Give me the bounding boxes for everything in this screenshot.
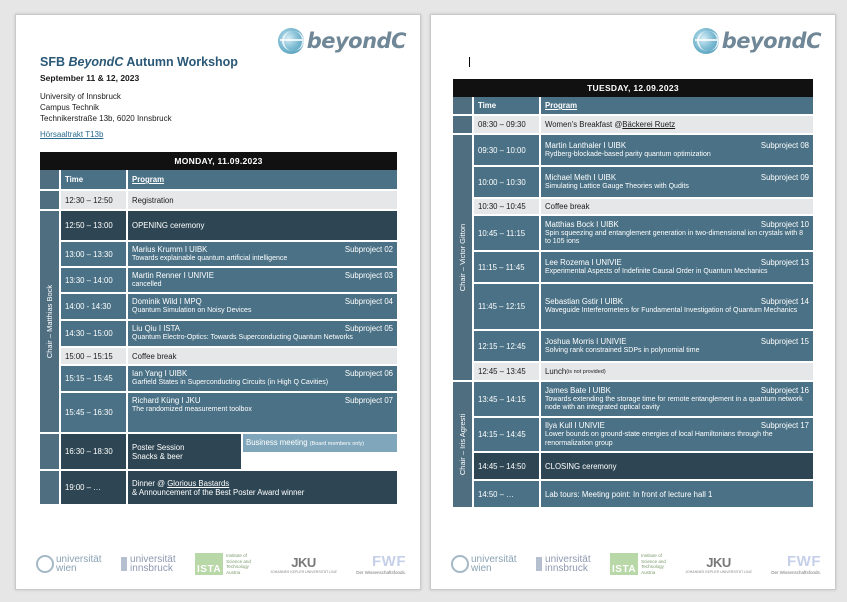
- partner-logos: [36, 549, 406, 579]
- business-meeting: Business meeting (Board members only): [243, 434, 397, 452]
- table-row: 14:30 – 15:00 Liu Qiu I ISTA Subproject 05 Quantum Electro-Optics: Towards Superconducting Quantum Networks: [61, 321, 397, 346]
- chair-cell: [453, 116, 472, 133]
- chair-cell: [40, 170, 59, 189]
- globe-icon: [693, 28, 719, 54]
- room-link[interactable]: Hörsaaltrakt T13b: [40, 130, 104, 139]
- uibk-logo: universität innsbruck: [121, 555, 176, 573]
- beyondc-logo: [693, 27, 821, 55]
- table-row: 14:50 – … Lab tours: Meeting point: In front of lecture hall 1: [474, 481, 813, 507]
- table-row: 12:45 – 13:45 Lunch (is not provided): [474, 363, 813, 380]
- partner-logos: [451, 549, 821, 579]
- table-row: 14:15 – 14:45 Ilya Kull I UNIVIE Subproject 17 Lower bounds on ground-state energies of local Hamiltonians through the renormalization group: [474, 418, 813, 451]
- table-row: 12:50 – 13:00 OPENING ceremony: [61, 211, 397, 240]
- table-row: 11:15 – 11:45 Lee Rozema I UNIVIE Subproject 13 Experimental Aspects of Indefinite Causal Order in Quantum Mechanics: [474, 252, 813, 282]
- table-row: 13:30 – 14:00 Martin Renner I UNIVIE Subproject 03 cancelled: [61, 268, 397, 292]
- table-row: 08:30 – 09:30 Women's Breakfast @ Bäckerei Ruetz: [474, 116, 813, 133]
- chair-label: Chair – Iris Agresti: [453, 382, 472, 507]
- logo-text: beyondC: [721, 29, 821, 53]
- event-dates: September 11 & 12, 2023: [40, 73, 140, 83]
- bakery-link[interactable]: Bäckerei Ruetz: [622, 120, 676, 129]
- fwf-logo: FWF Der Wissenschaftsfonds.: [771, 553, 821, 575]
- table-row: 15:15 – 15:45 Ian Yang I UIBK Subproject 06 Garfield States in Superconducting Circuits (in High Q Cavities): [61, 366, 397, 391]
- table-row: 13:00 – 13:30 Marius Krumm I UIBK Subproject 02 Towards explainable quantum artificial intelligence: [61, 242, 397, 266]
- ista-logo: ISTA Institute of Science and Technology Austria: [612, 553, 666, 575]
- table-row: 16:30 – 18:30 Poster Session Snacks & beer Business meeting (Board members only): [61, 434, 397, 469]
- globe-icon: [278, 28, 304, 54]
- uibk-logo: universität innsbruck: [536, 555, 591, 573]
- event-title: SFB BeyondC Autumn Workshop: [40, 55, 238, 69]
- page-monday: [15, 14, 421, 590]
- seal-icon: [451, 555, 469, 573]
- table-row: 12:30 – 12:50 Registration: [61, 191, 397, 209]
- table-row: 19:00 – … Dinner @ Glorious Bastards & Announcement of the Best Poster Award winner: [61, 471, 397, 504]
- day-heading: MONDAY, 11.09.2023: [40, 152, 397, 170]
- table-row: 15:00 – 15:15 Coffee break: [61, 348, 397, 364]
- table-row: 12:15 – 12:45 Joshua Morris I UNIVIE Subproject 15 Solving rank constrained SDPs in polynomial time: [474, 331, 813, 361]
- ista-logo: ISTA Institute of Science and Technology Austria: [197, 553, 251, 575]
- chair-label: Chair – Matthias Bock: [40, 211, 59, 432]
- beyondc-logo: [278, 27, 406, 55]
- table-row: 15:45 – 16:30 Richard Küng I JKU Subproject 07 The randomized measurement toolbox: [61, 393, 397, 432]
- chair-label: Chair – Victor Gitton: [453, 135, 472, 380]
- jku-logo: JKU JOHANNES KEPLER UNIVERSITÄT LINZ: [270, 554, 337, 574]
- event-header: [40, 55, 280, 142]
- table-row: 11:45 – 12:15 Sebastian Gstir I UIBK Subproject 14 Waveguide Interferometers for Fundamental Investigation of Quantum Mechanics: [474, 284, 813, 329]
- table-row: 14:00 - 14:30 Dominik Wild I MPQ Subproject 04 Quantum Simulation on Noisy Devices: [61, 294, 397, 319]
- fwf-logo: FWF Der Wissenschaftsfonds.: [356, 553, 406, 575]
- day-heading: TUESDAY, 12.09.2023: [453, 79, 813, 97]
- table-row: 10:00 – 10:30 Michael Meth I UIBK Subproject 09 Simulating Lattice Gauge Theories with Qudits: [474, 167, 813, 197]
- jku-logo: JKU JOHANNES KEPLER UNIVERSITÄT LINZ: [685, 554, 752, 574]
- table-header: Time Program: [61, 170, 397, 189]
- chair-cell: [40, 434, 59, 469]
- table-row: 10:45 – 11:15 Matthias Bock I UIBK Subproject 10 Spin squeezing and entanglement generation in two-dimensional ion crystals with 8 to 105 ions: [474, 216, 813, 250]
- univie-logo: universität wien: [451, 555, 517, 573]
- univie-logo: universität wien: [36, 555, 102, 573]
- page-tuesday: [430, 14, 836, 590]
- logo-text: beyondC: [306, 29, 406, 53]
- seal-icon: [36, 555, 54, 573]
- chair-cell: [40, 471, 59, 504]
- table-row: 09:30 – 10:00 Martin Lanthaler I UIBK Subproject 08 Rydberg-blockade-based parity quantum optimization: [474, 135, 813, 165]
- table-row: 10:30 – 10:45 Coffee break: [474, 199, 813, 214]
- table-row: 14:45 – 14:50 CLOSING ceremony: [474, 453, 813, 479]
- chair-cell: [40, 191, 59, 209]
- event-address: University of Innsbruck Campus Technik Technikerstraße 13b, 6020 Innsbruck: [40, 92, 172, 123]
- table-header: Time Program: [474, 97, 813, 114]
- dinner-link[interactable]: Glorious Bastards: [167, 478, 230, 488]
- table-row: 13:45 – 14:15 James Bate I UIBK Subproject 16 Towards extending the storage time for remote entanglement in a quantum network node with an integrated optical cavity: [474, 382, 813, 416]
- text-cursor: [469, 57, 470, 67]
- poster-session: Poster Session Snacks & beer: [128, 434, 241, 469]
- chair-cell: [453, 97, 472, 114]
